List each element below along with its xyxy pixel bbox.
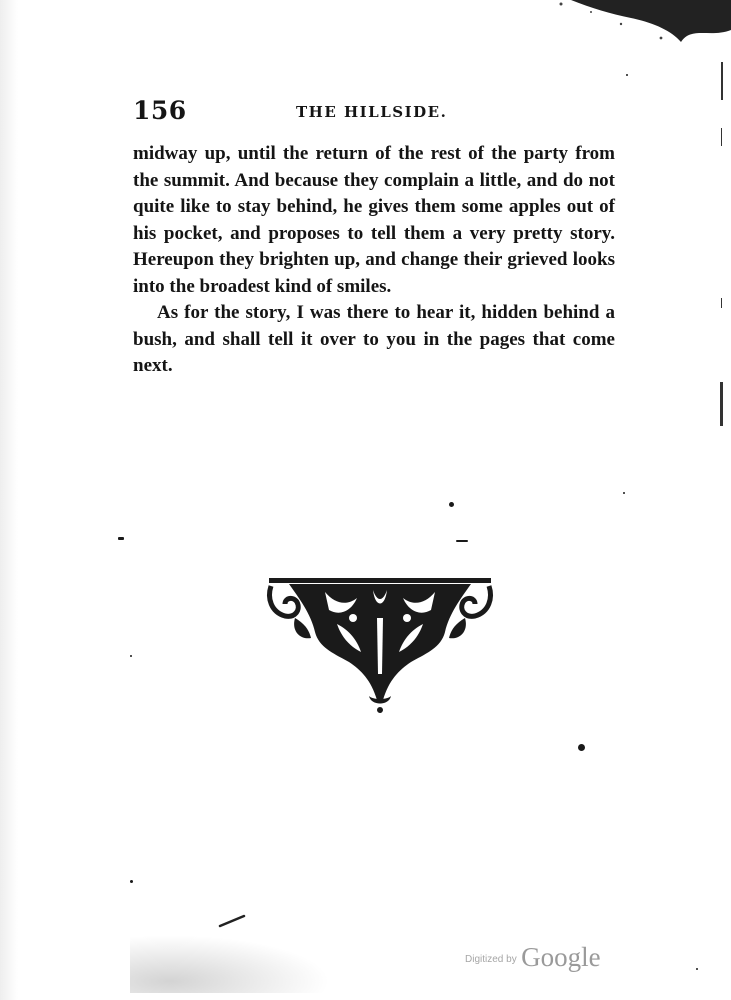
paragraph-2: As for the story, I was there to hear it, hidden behind a bush, and shall tell it over to you in the pages that come next. [133,302,615,376]
page-header [133,96,615,126]
ink-speck [118,537,124,540]
scroll-ornament-icon [265,578,495,714]
google-logo: Google [521,942,601,972]
watermark-prefix: Digitized by [465,954,517,965]
page-number: 156 [133,96,187,125]
ink-speck [449,502,454,507]
google-watermark [465,942,601,972]
margin-mark [721,62,723,100]
pen-stroke-mark [218,914,246,928]
body-text [133,141,615,380]
ink-speck [130,655,132,657]
ink-speck [456,540,468,542]
margin-mark [720,382,723,426]
ink-speck [696,968,698,970]
margin-mark [721,128,722,146]
ink-speck [578,744,585,751]
ink-speck [623,492,625,494]
margin-mark [721,298,722,308]
page-edge-shadow [0,0,18,1000]
ink-speck [130,880,133,883]
corner-ink-smudge [531,0,731,46]
ink-speck [626,74,628,76]
running-title: THE HILLSIDE. [296,103,448,121]
paragraph-1: midway up, until the return of the rest of the party from the summit. And because they complain a little, and do not quite like to stay behind, he gives them some apples out of his pocket, and proposes to tell them a very pretty story. Hereupon they brighten up, and change their grieved looks into the broadest kind of smiles. [133,143,615,297]
page-shadow [130,935,330,993]
